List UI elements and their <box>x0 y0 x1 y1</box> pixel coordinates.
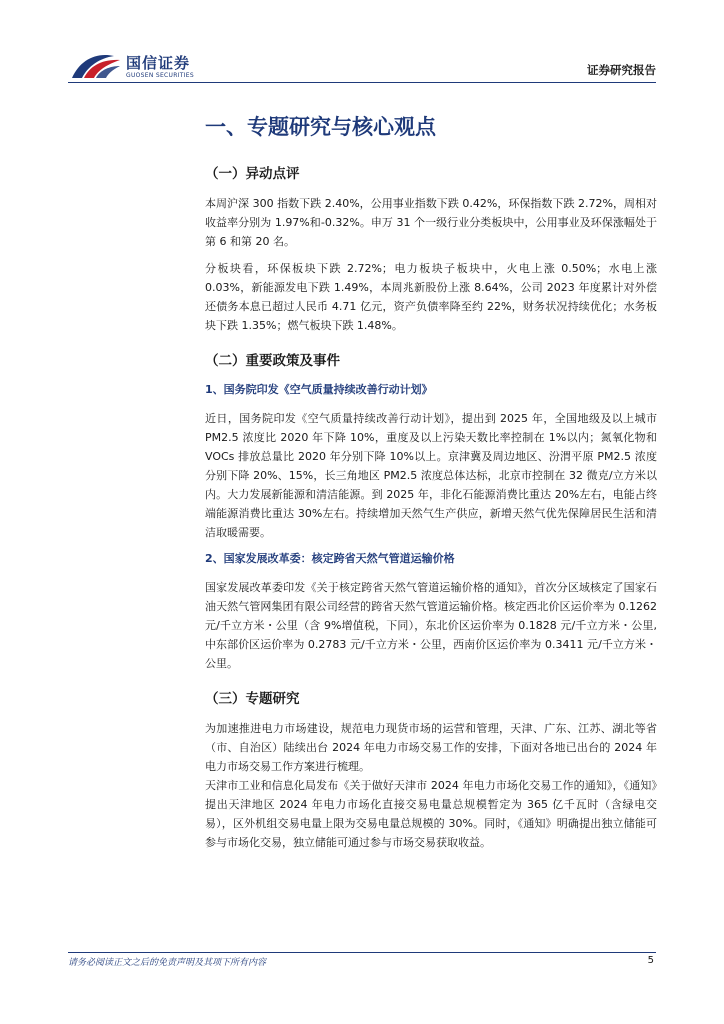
paragraph: 分板块看，环保板块下跌 2.72%；电力板块子板块中，火电上涨 0.50%；水电上涨 0.03%，新能源发电下跌 1.49%，本周兆新股份上涨 8.64%，公司 2023 年度累计对外偿还债务本息已超过人民币 4.71 亿元，资产负债率降至约 22%，财务状况持续优化；水务板块下跌 1.35%；燃气板块下跌 1.48%。 <box>205 262 657 332</box>
policy-item-text: 近日，国务院印发《空气质量持续改善行动计划》，提出到 2025 年，全国地级及以上城市 PM2.5 浓度比 2020 年下降 10%，重度及以上污染天数比率控制在 1%以内；氮氧化物和 VOCs 排放总量比 2020 年分别下降 10%以上。京津冀及周边地区、汾渭平原 PM2.5 浓度分别下降 20%、15%，长三角地区 PM2.5 浓度总体达标，北京市控制在 32 微克/立方米以内。大力发展新能源和清洁能源。到 2025 年，非化石能源消费比重达 20%左右，电能占终端能源消费比重达 30%左右。持续增加天然气生产供应，新增天然气优先保障居民生活和清洁取暖需要。 <box>205 412 657 539</box>
report-body <box>205 112 657 860</box>
guosen-logo-mark-icon <box>70 50 122 82</box>
section-heading-anomaly-review: （一）异动点评 <box>205 166 300 182</box>
paragraph: 本周沪深 300 指数下跌 2.40%，公用事业指数下跌 0.42%，环保指数下跌 2.72%，周相对收益率分别为 1.97%和-0.32%。申万 31 个一级行业分类板块中，公用事业及环保涨幅处于第 6 和第 20 名。 <box>205 197 657 248</box>
policy-item-text: 国家发展改革委印发《关于核定跨省天然气管道运输价格的通知》，首次分区域核定了国家石油天然气管网集团有限公司经营的跨省天然气管道运输价格。核定西北价区运价率为 0.1262 元/千立方米・公里（含 9%增值税，下同），东北价区运价率为 0.1828 元/千立方米・公里,中东部价区运价率为 0.2783 元/千立方米・公里，西南价区运价率为 0.3411 元/千立方米・公里。 <box>205 581 657 670</box>
section-heading-special-research: （三）专题研究 <box>205 691 300 707</box>
policy-item-title: 2、国家发展改革委：核定跨省天然气管道运输价格 <box>205 552 455 565</box>
paragraph: 天津市工业和信息化局发布《关于做好天津市 2024 年电力市场化交易工作的通知》，《通知》提出天津地区 2024 年电力市场化直接交易电量总规模暂定为 365 亿千瓦时（含绿电交易），区外机组交易电量上限为交易电量总规模的 30%。同时，《通知》明确提出独立储能可参与市场化交易，独立储能可通过参与市场交易获取收益。 <box>205 779 657 849</box>
policy-item-title: 1、国务院印发《空气质量持续改善行动计划》 <box>205 383 433 396</box>
section-heading-policies-events: （二）重要政策及事件 <box>205 353 340 369</box>
chapter-title: 一、专题研究与核心观点 <box>205 115 436 139</box>
disclaimer-notice: 请务必阅读正文之后的免责声明及其项下所有内容 <box>68 958 267 968</box>
guosen-logo <box>70 50 200 86</box>
header-divider <box>68 82 656 83</box>
paragraph: 为加速推进电力市场建设，规范电力现货市场的运营和管理，天津、广东、江苏、湖北等省（市、自治区）陆续出台 2024 年电力市场交易工作的安排，下面对各地已出台的 2024 年电力市场交易工作方案进行梳理。 <box>205 722 657 773</box>
page-number: 5 <box>647 955 654 966</box>
logo-english-name: GUOSEN SECURITIES <box>126 72 195 79</box>
footer-divider <box>68 952 656 953</box>
logo-chinese-name: 国信证券 <box>126 54 191 72</box>
report-type-label: 证券研究报告 <box>587 63 656 77</box>
